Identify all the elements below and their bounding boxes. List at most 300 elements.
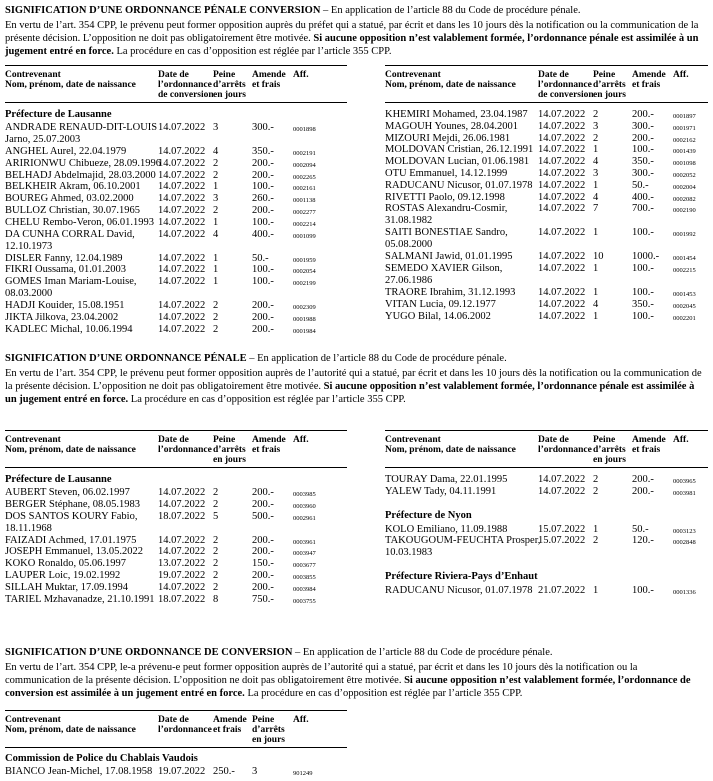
row-aff: 0001138 — [293, 197, 316, 205]
header-bottom-rule — [385, 467, 708, 468]
row-aff: 0002277 — [293, 209, 316, 216]
table-top-rule — [385, 430, 708, 431]
table-row — [5, 181, 347, 193]
row-date: 14.07.2022 — [158, 216, 206, 228]
row-aff: 0001971 — [673, 124, 696, 132]
row-name: KOKO Ronaldo, 05.06.1997 — [5, 558, 127, 570]
row-name-line2: 10.03.1983 — [385, 547, 433, 559]
table-row — [385, 524, 708, 536]
row-date: 15.07.2022 — [538, 535, 586, 547]
header-date-2: l’ordonnance — [158, 725, 212, 735]
row-aff: 0002094 — [293, 161, 316, 169]
row-date: 19.07.2022 — [158, 570, 206, 581]
header-peine-1: Peine — [213, 435, 236, 445]
header-nom: Nom, prénom, date de naissance — [5, 725, 136, 735]
row-peine: 2 — [213, 546, 219, 558]
prefecture-label: Préfecture de Lausanne — [5, 109, 112, 120]
row-peine: 1 — [593, 523, 599, 535]
row-name: KHEMIRI Mohamed, 23.04.1987 — [385, 109, 528, 120]
header-peine-1: Peine — [252, 715, 275, 725]
row-aff: 0003981 — [673, 489, 696, 497]
row-name: JIKTA Jilkova, 23.04.2002 — [5, 312, 119, 323]
row-aff: 901249 — [293, 770, 313, 777]
row-amende: 100.- — [632, 144, 654, 156]
table-row — [385, 299, 708, 311]
title-bold: SIGNIFICATION D’UNE ORDONNANCE DE CONVERSION — [5, 647, 293, 658]
prefecture-label: Commission de Police du Chablais Vaudois — [5, 753, 198, 764]
row-amende: 100.- — [252, 276, 274, 288]
row-aff: 0002190 — [673, 207, 696, 215]
row-aff: 0003985 — [293, 491, 316, 498]
header-amende-2: et frais — [632, 445, 661, 455]
row-date: 14.07.2022 — [158, 181, 206, 193]
row-peine: 2 — [213, 534, 219, 546]
row-date: 15.07.2022 — [538, 523, 586, 535]
header-nom: Nom, prénom, date de naissance — [385, 80, 516, 90]
row-aff: 0003984 — [293, 585, 316, 593]
prefecture-label: Préfecture Riviera-Pays d’Enhaut — [385, 571, 538, 583]
row-aff: 0002214 — [293, 220, 316, 228]
header-date-1: Date de — [158, 435, 189, 445]
table-row — [5, 253, 347, 265]
row-peine: 1 — [593, 310, 599, 322]
row-amende: 200.- — [632, 474, 654, 485]
table-row — [5, 264, 347, 276]
header-aff: Aff. — [293, 715, 309, 725]
table-row — [5, 766, 347, 778]
row-date: 21.07.2022 — [538, 585, 586, 597]
row-date: 13.07.2022 — [158, 558, 206, 570]
row-name: ANGHEL Aurel, 22.04.1979 — [5, 146, 127, 157]
table-row — [385, 192, 708, 204]
row-date: 14.07.2022 — [538, 179, 586, 191]
row-aff: 0001454 — [673, 255, 696, 263]
row-amende: 350.- — [632, 299, 654, 310]
table-row — [385, 311, 708, 323]
row-name-line2: Jarno, 25.07.2003 — [5, 134, 81, 145]
row-aff: 0002045 — [673, 303, 696, 310]
header-nom: Nom, prénom, date de naissance — [5, 445, 136, 455]
row-peine: 2 — [593, 474, 599, 485]
row-aff: 0001439 — [673, 148, 696, 156]
row-amende: 50.- — [252, 252, 269, 264]
header-nom: Nom, prénom, date de naissance — [385, 445, 516, 455]
row-name: MOLDOVAN Lucian, 01.06.1981 — [385, 156, 530, 168]
row-amende: 200.- — [252, 300, 274, 312]
row-name: RIVETTI Paolo, 09.12.1998 — [385, 191, 505, 203]
section-title — [5, 4, 705, 17]
row-name: AUBERT Steven, 06.02.1997 — [5, 487, 130, 498]
row-amende: 100.- — [632, 227, 654, 239]
row-aff: 0002201 — [673, 314, 696, 322]
body-text: En vertu de l’art. 354 CPP, le prévenu peut former opposition auprès du préfet qui a statué, par écrit et dans les 10 jours dès la notification ou la communication de la présente décision. L’opposition ne doit pas obligatoirement être motivée. — [5, 20, 699, 44]
row-amende: 200.- — [252, 487, 274, 498]
row-date: 14.07.2022 — [158, 205, 206, 216]
header-amende-2: et frais — [252, 80, 281, 90]
row-aff: 0003123 — [673, 527, 696, 535]
row-amende: 300.- — [252, 122, 274, 133]
body-bold: Si aucune opposition n’est valablement formée, l’ordonnance de conversion est assimilée à un jugement entré en force. — [5, 675, 691, 699]
row-date: 14.07.2022 — [158, 193, 206, 205]
row-date: 14.07.2022 — [158, 534, 206, 546]
row-name: TAKOUGOUM-FEUCHTA Prosper, — [385, 535, 541, 547]
row-name: KADLEC Michal, 10.06.1994 — [5, 323, 133, 335]
row-aff: 0002199 — [293, 280, 316, 288]
row-name-line2: 08.03.2000 — [5, 288, 53, 300]
prefecture-label: Préfecture de Lausanne — [5, 474, 112, 485]
row-name: MOLDOVAN Cristian, 26.12.1991 — [385, 144, 534, 156]
row-amende: 200.- — [252, 323, 274, 335]
table-row — [5, 193, 347, 205]
table-row — [5, 570, 347, 582]
row-date: 14.07.2022 — [158, 228, 206, 240]
row-peine: 4 — [213, 228, 219, 240]
row-peine: 2 — [213, 323, 219, 335]
table-left — [5, 430, 347, 610]
row-date: 14.07.2022 — [158, 122, 206, 133]
row-peine: 3 — [213, 193, 219, 205]
row-aff: 0002161 — [293, 185, 316, 193]
table-left — [5, 65, 347, 340]
table-row — [5, 558, 347, 570]
header-date-1: Date de — [538, 70, 569, 80]
row-date: 18.07.2022 — [158, 593, 206, 605]
row-amende: 50.- — [632, 179, 649, 191]
row-aff: 0002215 — [673, 267, 696, 275]
section-body — [5, 19, 705, 58]
header-amende-2: et frais — [632, 80, 661, 90]
row-name-line2: 18.11.1968 — [5, 522, 52, 534]
row-peine: 2 — [213, 312, 219, 323]
row-date: 14.07.2022 — [158, 169, 206, 181]
row-date: 14.07.2022 — [158, 157, 206, 169]
body-text: En vertu de l’art. 354 CPP, le-a prévenu-e peut former opposition auprès de l’autorité qui a statué, par écrit et dans les 10 jours dès la notification ou la communication de la présente décision. L’opposition ne doit pas obligatoirement être motivée. — [5, 662, 638, 686]
row-date: 14.07.2022 — [538, 191, 586, 203]
row-date: 14.07.2022 — [158, 312, 206, 323]
table-row — [5, 312, 347, 324]
row-peine: 3 — [593, 168, 599, 179]
row-amende: 500.- — [252, 510, 274, 522]
row-aff: 0001984 — [293, 327, 316, 335]
row-aff: 0003965 — [673, 478, 696, 485]
row-amende: 100.- — [632, 263, 654, 275]
row-name: LAUPER Loic, 19.02.1992 — [5, 570, 121, 581]
row-amende: 400.- — [632, 191, 654, 203]
row-peine: 2 — [593, 485, 599, 497]
row-amende: 200.- — [252, 534, 274, 546]
header-amende-2: et frais — [213, 725, 242, 735]
row-peine: 3 — [593, 120, 599, 132]
row-peine: 1 — [213, 216, 219, 228]
row-name: BERGER Stéphane, 08.05.1983 — [5, 498, 141, 510]
header-date-3: de conversion — [158, 90, 214, 100]
row-name: VITAN Lucia, 09.12.1977 — [385, 299, 496, 310]
table-row — [5, 146, 347, 158]
header-date-1: Date de — [158, 715, 189, 725]
header-amende-1: Amende — [213, 715, 247, 725]
table-row — [385, 144, 708, 156]
row-date: 14.07.2022 — [538, 203, 586, 215]
header-aff: Aff. — [293, 435, 309, 445]
row-date: 14.07.2022 — [158, 252, 206, 264]
header-date-1: Date de — [538, 435, 569, 445]
row-name: ANDRADE RENAUD-DIT-LOUIS — [5, 122, 158, 133]
row-peine: 4 — [213, 146, 219, 157]
row-peine: 10 — [593, 251, 604, 263]
row-name: KOLO Emiliano, 11.09.1988 — [385, 523, 508, 535]
row-name: CHELU Rembo-Veron, 06.01.1993 — [5, 216, 155, 228]
table-row — [5, 535, 347, 547]
row-amende: 200.- — [252, 157, 274, 169]
row-amende: 200.- — [252, 570, 274, 581]
section-title — [5, 352, 705, 365]
section-penale — [5, 352, 705, 406]
header-bottom-rule — [5, 102, 347, 103]
row-peine: 7 — [593, 203, 599, 215]
row-amende: 200.- — [252, 205, 274, 216]
row-name: HADJI Kouider, 15.08.1951 — [5, 300, 125, 312]
header-peine-2: d’arrêts — [593, 80, 626, 90]
row-peine: 4 — [593, 156, 599, 168]
header-peine-2: d’arrêts — [593, 445, 626, 455]
table-right — [385, 65, 708, 340]
row-aff: 0001897 — [673, 113, 696, 120]
row-name: YUGO Bilal, 14.06.2002 — [385, 310, 491, 322]
row-amende: 100.- — [252, 264, 274, 276]
row-peine: 1 — [593, 227, 599, 239]
row-peine: 2 — [213, 157, 219, 169]
row-peine: 1 — [593, 263, 599, 275]
row-amende: 120.- — [632, 535, 654, 547]
body-bold: Si aucune opposition n’est valablement formée, l’ordonnance pénale est assimilée à un jugement entré en force. — [5, 33, 699, 57]
table-top-rule — [5, 710, 347, 711]
row-name: SAITI BONESTIAE Sandro, — [385, 227, 508, 239]
row-name: FAIZADI Achmed, 17.01.1975 — [5, 534, 137, 546]
row-name: MIZOURI Mejdi, 26.06.1981 — [385, 132, 511, 144]
row-name: DOS SANTOS KOURY Fabio, — [5, 510, 138, 522]
row-aff: 0003960 — [293, 502, 316, 510]
row-aff: 0001988 — [293, 316, 316, 323]
header-amende-1: Amende — [252, 435, 286, 445]
section-title — [5, 646, 705, 659]
body-end: La procédure en cas d’opposition est réglée par l’article 355 CPP. — [247, 688, 523, 699]
row-amende: 700.- — [632, 203, 654, 215]
header-peine-3: en jours — [593, 90, 626, 100]
table-right — [385, 430, 708, 610]
row-date: 14.07.2022 — [538, 132, 586, 144]
table-row — [385, 486, 708, 498]
row-amende: 350.- — [252, 146, 274, 157]
row-amende: 300.- — [632, 168, 654, 179]
row-peine: 1 — [213, 264, 219, 276]
header-peine-1: Peine — [593, 435, 616, 445]
row-aff: 0003755 — [293, 597, 316, 605]
row-aff: 0002961 — [293, 514, 316, 522]
header-contrevenant: Contrevenant — [5, 715, 61, 725]
row-date: 14.07.2022 — [158, 264, 206, 276]
title-bold: SIGNIFICATION D’UNE ORDONNANCE PÉNALE CONVERSION — [5, 5, 321, 16]
table-row — [5, 546, 347, 558]
row-peine: 3 — [213, 122, 219, 133]
header-peine-2: d’arrêts — [213, 445, 246, 455]
row-amende: 100.- — [632, 287, 654, 299]
row-peine: 1 — [593, 585, 599, 597]
header-peine-2: d’arrêts — [213, 80, 246, 90]
row-aff: 0002848 — [673, 539, 696, 547]
row-aff: 0002054 — [293, 268, 316, 276]
row-aff: 0003677 — [293, 562, 316, 570]
header-contrevenant: Contrevenant — [5, 435, 61, 445]
row-date: 14.07.2022 — [538, 310, 586, 322]
row-date: 14.07.2022 — [158, 300, 206, 312]
row-date: 14.07.2022 — [538, 251, 586, 263]
row-peine: 1 — [593, 287, 599, 299]
header-amende-1: Amende — [632, 435, 666, 445]
table-row — [385, 109, 708, 121]
header-aff: Aff. — [673, 70, 689, 80]
body-text: En vertu de l’art. 354 CPP, le prévenu peut former opposition auprès de l’autorité qui a statué, par écrit et dans les 10 jours dès la notification ou la communication de la présente décision. L’opposition ne doit pas obligatoirement être motivée. — [5, 368, 702, 392]
row-aff: 0002082 — [673, 195, 696, 203]
row-peine: 2 — [213, 169, 219, 181]
header-aff: Aff. — [673, 435, 689, 445]
table-row — [5, 594, 347, 606]
row-date: 14.07.2022 — [158, 146, 206, 157]
row-peine: 2 — [593, 535, 599, 547]
row-amende: 260.- — [252, 193, 274, 205]
table-row — [5, 582, 347, 594]
row-peine: 4 — [593, 191, 599, 203]
row-peine: 2 — [213, 487, 219, 498]
title-suffix: – En application de l’article 88 du Code de procédure pénale. — [292, 647, 553, 658]
row-date: 14.07.2022 — [538, 109, 586, 120]
row-peine: 2 — [213, 570, 219, 581]
row-date: 14.07.2022 — [538, 485, 586, 497]
table-top-rule — [5, 65, 347, 66]
row-peine: 3 — [252, 766, 258, 777]
row-peine: 2 — [213, 300, 219, 312]
row-date: 14.07.2022 — [538, 263, 586, 275]
row-name: BIANCO Jean-Michel, 17.08.1958 — [5, 766, 153, 777]
row-peine: 2 — [213, 205, 219, 216]
row-aff: 0001959 — [293, 256, 316, 264]
row-amende: 1000.- — [632, 251, 660, 263]
row-name: BELHADJ Abdelmajid, 28.03.2000 — [5, 169, 156, 181]
prefecture-label: Préfecture de Nyon — [385, 509, 472, 521]
row-peine: 1 — [593, 179, 599, 191]
row-peine: 8 — [213, 593, 219, 605]
header-date-2: l’ordonnance — [158, 80, 212, 90]
table-row — [5, 324, 347, 336]
header-peine-2: d’arrêts — [252, 725, 285, 735]
header-date-2: l’ordonnance — [538, 445, 592, 455]
header-aff: Aff. — [293, 70, 309, 80]
row-peine: 2 — [213, 498, 219, 510]
row-amende: 300.- — [632, 120, 654, 132]
row-date: 19.07.2022 — [158, 766, 206, 777]
row-amende: 200.- — [252, 498, 274, 510]
row-aff: 0002191 — [293, 150, 316, 157]
body-end: La procédure en cas d’opposition est réglée par l’article 355 CPP. — [116, 46, 392, 57]
row-date: 14.07.2022 — [538, 227, 586, 239]
title-suffix: – En application de l’article 88 du Code de procédure pénale. — [320, 5, 581, 16]
row-amende: 100.- — [252, 216, 274, 228]
header-amende-1: Amende — [252, 70, 286, 80]
row-date: 14.07.2022 — [158, 498, 206, 510]
row-date: 14.07.2022 — [538, 287, 586, 299]
table-row — [5, 158, 347, 170]
body-end: La procédure en cas d’opposition est réglée par l’article 355 CPP. — [130, 394, 406, 405]
table-conversion — [5, 710, 347, 780]
row-peine: 1 — [213, 252, 219, 264]
header-date-1: Date de — [158, 70, 189, 80]
row-date: 14.07.2022 — [538, 120, 586, 132]
header-peine-3: en jours — [593, 455, 626, 465]
table-row — [385, 474, 708, 486]
row-peine: 1 — [213, 181, 219, 193]
row-aff: 0001098 — [673, 160, 696, 168]
row-amende: 100.- — [252, 181, 274, 193]
row-peine: 1 — [593, 144, 599, 156]
row-aff: 0002309 — [293, 304, 316, 312]
row-name: FIKRI Oussama, 01.01.2003 — [5, 264, 127, 276]
table-row — [385, 251, 708, 263]
table-row — [5, 276, 347, 300]
row-date: 14.07.2022 — [538, 168, 586, 179]
table-row — [385, 121, 708, 133]
row-name: BOUREG Ahmed, 03.02.2000 — [5, 193, 134, 205]
row-name: GOMES Iman Mariam-Louise, — [5, 276, 137, 288]
table-row — [5, 229, 347, 253]
header-contrevenant: Contrevenant — [385, 435, 441, 445]
row-amende: 750.- — [252, 593, 274, 605]
row-amende: 150.- — [252, 558, 274, 570]
table-row — [385, 133, 708, 145]
row-amende: 350.- — [632, 156, 654, 168]
row-amende: 200.- — [252, 312, 274, 323]
header-date-3: de conversion — [538, 90, 594, 100]
row-name: TRAORE Ibrahim, 31.12.1993 — [385, 287, 516, 299]
row-aff: 0003961 — [293, 538, 316, 546]
row-name: RADUCANU Nicusor, 01.07.1978 — [385, 179, 533, 191]
table-row — [5, 487, 347, 499]
row-name: BULLOZ Christian, 30.07.1965 — [5, 205, 141, 216]
row-date: 14.07.2022 — [158, 487, 206, 498]
row-name: BELKHEIR Akram, 06.10.2001 — [5, 181, 141, 193]
row-aff: 0001099 — [293, 232, 316, 240]
row-date: 14.07.2022 — [538, 299, 586, 310]
table-row — [5, 300, 347, 312]
table-row — [385, 263, 708, 287]
row-peine: 2 — [593, 109, 599, 120]
table-top-rule — [5, 430, 347, 431]
row-amende: 100.- — [632, 310, 654, 322]
row-name: DA CUNHA CORRAL David, — [5, 228, 135, 240]
row-name: TARIEL Mzhavanadze, 21.10.1991 — [5, 593, 155, 605]
row-peine: 2 — [213, 581, 219, 593]
row-name: DISLER Fanny, 12.04.1989 — [5, 252, 123, 264]
header-bottom-rule — [385, 102, 708, 103]
row-name: SEMEDO XAVIER Gilson, — [385, 263, 503, 275]
row-date: 14.07.2022 — [158, 581, 206, 593]
header-amende-2: et frais — [252, 445, 281, 455]
body-bold: Si aucune opposition n’est valablement formée, l’ordonnance pénale est assimilée à un jugement entré en force. — [5, 381, 695, 405]
header-contrevenant: Contrevenant — [385, 70, 441, 80]
row-amende: 100.- — [632, 585, 654, 597]
row-peine: 4 — [593, 299, 599, 310]
table-row — [5, 511, 347, 535]
row-name: ARIRIONWU Chibueze, 28.09.1996 — [5, 157, 162, 169]
header-bottom-rule — [5, 467, 347, 468]
